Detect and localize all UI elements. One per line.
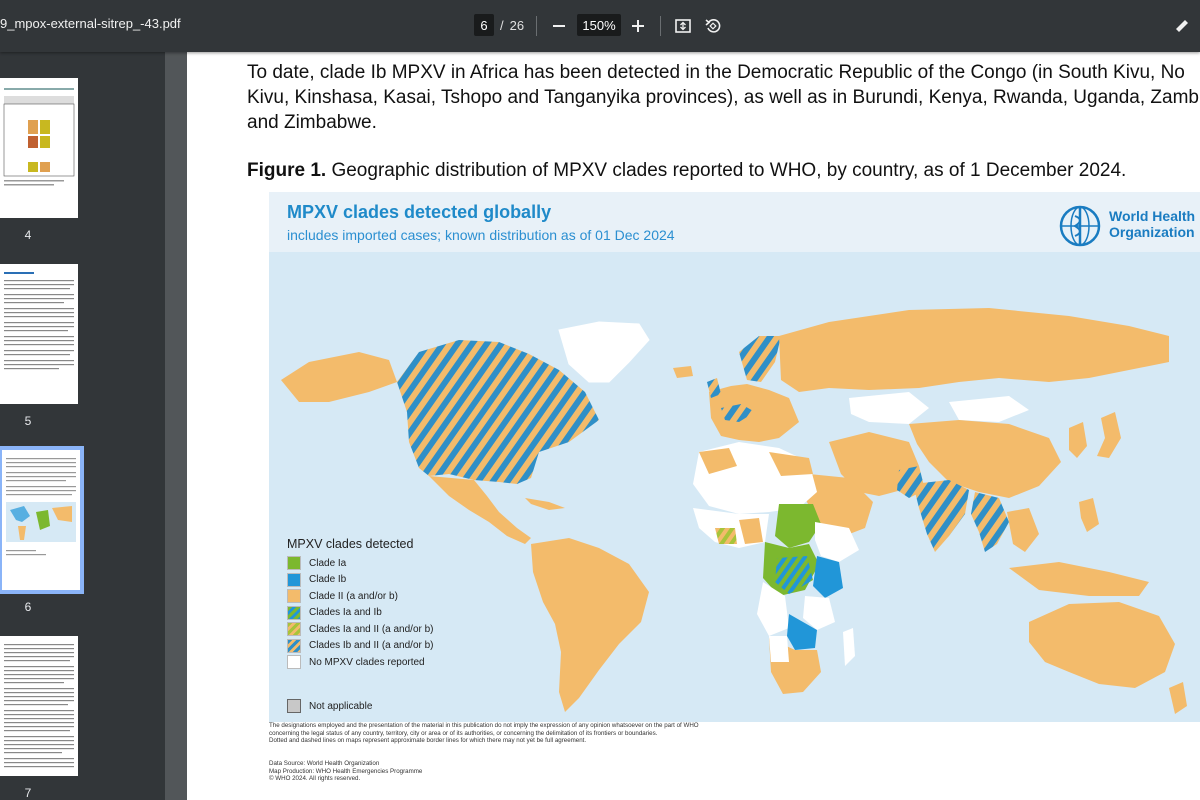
page-thumbnail[interactable] <box>0 636 78 776</box>
disclaimer-line: concerning the legal status of any country, territory, city or area or of its authorities, or concerning the delimitation of its frontiers or boundaries. <box>269 729 658 737</box>
legend-swatch <box>287 622 301 636</box>
edit-button[interactable] <box>1168 12 1196 40</box>
who-logo-line: Organization <box>1109 224 1195 240</box>
legend-swatch <box>287 556 301 570</box>
legend-label: Clades Ia and Ib <box>309 607 382 619</box>
fit-page-icon <box>674 17 692 35</box>
legend-label: Clade II (a and/or b) <box>309 590 398 602</box>
zoom-out-button[interactable] <box>545 12 573 40</box>
legend-swatch <box>287 655 301 669</box>
document-title: 9_mpox-external-sitrep_-43.pdf <box>0 16 181 31</box>
rotate-button[interactable] <box>699 12 727 40</box>
map-title: MPXV clades detected globally <box>287 202 552 222</box>
pencil-icon <box>1173 17 1191 35</box>
source-line: © WHO 2024. All rights reserved. <box>269 775 361 782</box>
who-logo-text <box>1109 208 1195 240</box>
page-thumbnail[interactable] <box>0 264 78 404</box>
map-source <box>269 760 422 783</box>
map-figure <box>269 192 1200 800</box>
legend-item <box>287 555 434 572</box>
figure-caption-text: Geographic distribution of MPXV clades reported to WHO, by country, as of 1 December 2024. <box>326 160 1127 181</box>
thumbnail-sidebar <box>0 52 165 800</box>
sidebar-gutter <box>165 52 187 800</box>
toolbar-divider <box>660 16 661 36</box>
legend-item <box>287 638 434 655</box>
legend-item <box>287 605 434 622</box>
map-legend <box>287 537 434 671</box>
zoom-in-button[interactable] <box>624 12 652 40</box>
map-subtitle: includes imported cases; known distribution as of 01 Dec 2024 <box>287 227 675 243</box>
who-emblem-icon <box>1057 204 1103 248</box>
thumbnail-label: 4 <box>24 228 32 242</box>
legend-title: MPXV clades detected <box>287 537 414 551</box>
plus-icon <box>631 19 645 33</box>
page-thumbnail[interactable] <box>0 78 78 218</box>
legend-item <box>287 621 434 638</box>
disclaimer-line: Dotted and dashed lines on maps represent approximate border lines for which there may not yet be full agreement. <box>269 737 587 744</box>
page-navigation <box>474 14 524 36</box>
paragraph-line: and Zimbabwe. <box>247 112 377 133</box>
thumbnail-preview <box>0 78 78 218</box>
zoom-level-input[interactable]: 150% <box>577 14 621 36</box>
legend-label: Clade Ib <box>309 574 347 586</box>
legend-label: Clades Ia and II (a and/or b) <box>309 623 434 635</box>
legend-label: No MPXV clades reported <box>309 656 425 668</box>
toolbar-divider <box>536 16 537 36</box>
source-line: Map Production: WHO Health Emergencies Programme <box>269 767 423 775</box>
paragraph-line: To date, clade Ib MPXV in Africa has been detected in the Democratic Republic of the Congo (in South Kivu, No <box>247 62 1185 83</box>
legend-label: Not applicable <box>309 700 373 712</box>
legend-swatch <box>287 639 301 653</box>
minus-icon <box>552 19 566 33</box>
pdf-page <box>187 52 1200 800</box>
who-logo <box>1057 204 1200 248</box>
legend-swatch <box>287 699 301 713</box>
thumbnail-preview <box>2 450 80 590</box>
body-paragraph <box>247 60 1200 135</box>
page-separator: / <box>500 17 504 33</box>
page-thumbnail-selected[interactable] <box>2 450 80 590</box>
legend-item <box>287 588 434 605</box>
figure-caption <box>247 160 1126 182</box>
legend-label: Clade Ia <box>309 557 347 569</box>
source-line: Data Source: World Health Organization <box>269 760 380 767</box>
disclaimer-line: The designations employed and the presentation of the material in this publication do not imply the expression of any opinion whatsoever on the part of WHO <box>269 722 699 729</box>
total-pages: 26 <box>509 17 525 33</box>
legend-swatch <box>287 573 301 587</box>
paragraph-line: Kivu, Kinshasa, Kasai, Tshopo and Tanganyika provinces), as well as in Burundi, Kenya, Rwanda, Uganda, Zamb <box>247 87 1199 108</box>
rotate-icon <box>704 17 722 35</box>
thumbnail-label: 7 <box>24 786 32 800</box>
pdf-toolbar <box>0 0 1200 52</box>
map-header <box>269 192 1200 252</box>
namibia <box>769 636 789 662</box>
thumbnail-label: 6 <box>24 600 32 614</box>
thumbnail-preview <box>0 636 78 776</box>
legend-item <box>287 654 434 671</box>
figure-label: Figure 1. <box>247 160 327 181</box>
fit-page-button[interactable] <box>669 12 697 40</box>
map-disclaimer <box>269 722 789 745</box>
legend-not-applicable <box>287 699 372 713</box>
current-page-input[interactable]: 6 <box>474 14 494 36</box>
legend-swatch <box>287 606 301 620</box>
legend-label: Clades Ib and II (a and/or b) <box>309 640 434 652</box>
thumbnail-label: 5 <box>24 414 32 428</box>
who-logo-line: World Health <box>1109 208 1196 224</box>
legend-swatch <box>287 589 301 603</box>
thumbnail-preview <box>0 264 78 404</box>
legend-item <box>287 572 434 589</box>
